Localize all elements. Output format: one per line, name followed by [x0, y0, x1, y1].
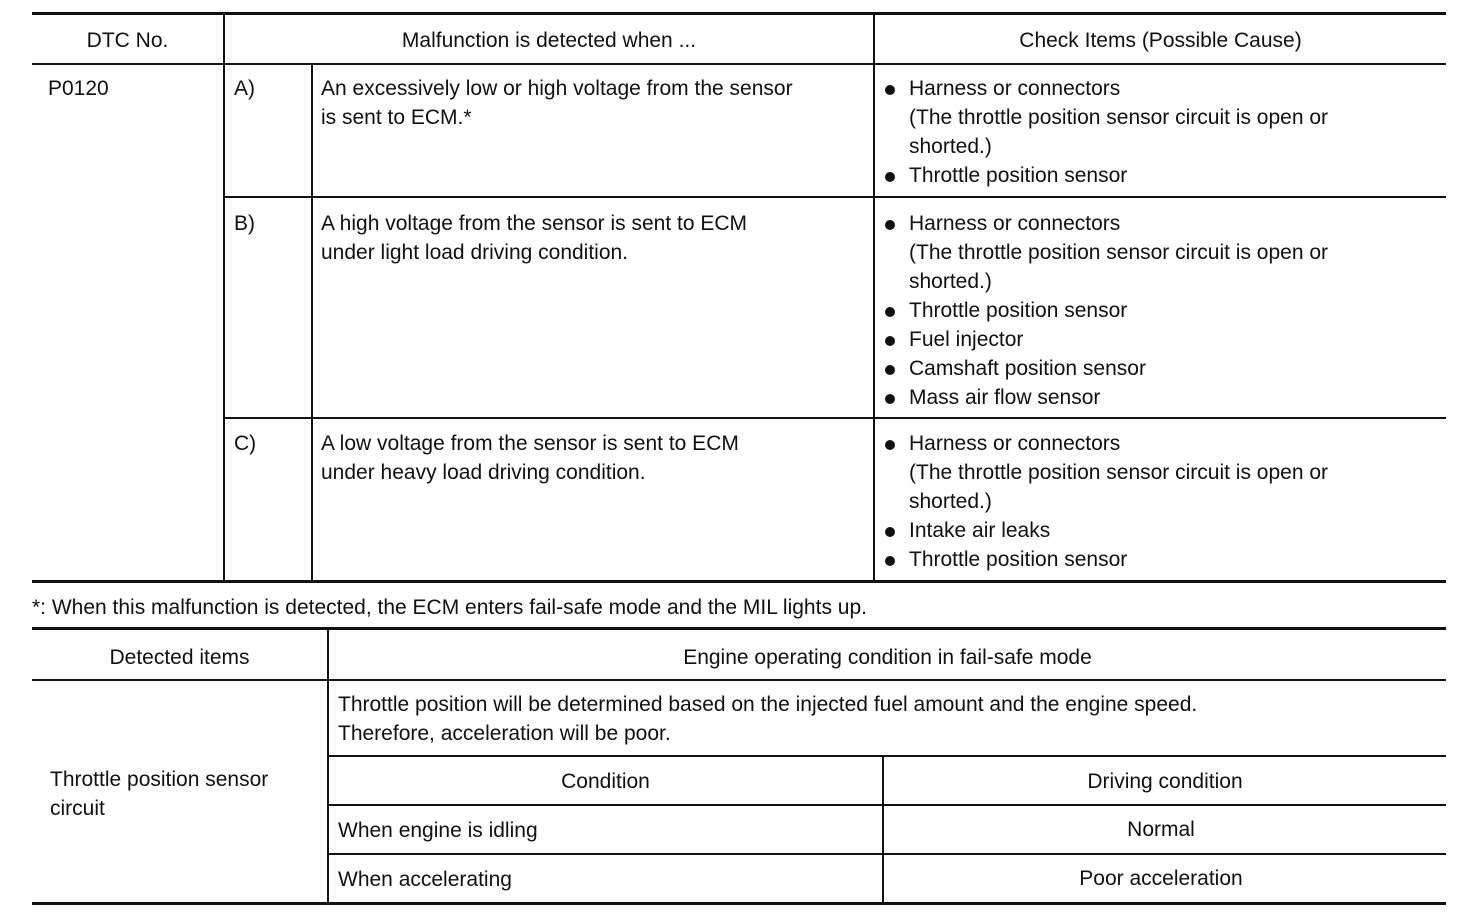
row-b-line-2: under light load driving condition. — [321, 241, 629, 264]
cause-note: (The throttle position sensor circuit is open or — [909, 241, 1329, 264]
subheader-condition: Condition — [561, 770, 650, 793]
cause-note: shorted.) — [909, 270, 992, 293]
header-detected-items: Detected items — [109, 646, 250, 669]
bullet-icon — [885, 440, 895, 450]
fail-safe-description-line-2: Therefore, acceleration will be poor. — [338, 722, 671, 745]
cause-item: Harness or connectors (The throttle position sensor circuit is open or shorted.) — [883, 429, 1328, 516]
header-engine-condition: Engine operating condition in fail-safe mode — [683, 646, 1092, 669]
header-check-items: Check Items (Possible Cause) — [1019, 29, 1302, 52]
detected-item-line-2: circuit — [50, 797, 105, 820]
cause-item: Intake air leaks — [883, 516, 1328, 545]
table2-row-rule — [328, 853, 1446, 855]
row-b-line-1: A high voltage from the sensor is sent to ECM — [321, 212, 748, 235]
table2-top-rule — [32, 627, 1446, 630]
bullet-icon — [885, 85, 895, 95]
table1-col-rule-2 — [311, 64, 313, 581]
row-c-line-1: A low voltage from the sensor is sent to ECM — [321, 432, 739, 455]
table1-col-rule-3 — [873, 14, 875, 581]
bullet-icon — [885, 365, 895, 375]
detected-item-line-1: Throttle position sensor — [50, 768, 269, 791]
dtc-number: P0120 — [48, 77, 109, 100]
bullet-icon — [885, 307, 895, 317]
table1-row-b-rule — [224, 417, 1446, 419]
cause-item: Throttle position sensor — [883, 545, 1328, 574]
fail-safe-description-line-1: Throttle position will be determined based on the injected fuel amount and the engine speed. — [338, 693, 1198, 716]
condition-idling: When engine is idling — [338, 819, 538, 842]
cause-note: (The throttle position sensor circuit is open or — [909, 106, 1329, 129]
subheader-driving-condition: Driving condition — [1087, 770, 1243, 793]
cause-item: Throttle position sensor — [883, 161, 1328, 190]
bullet-icon — [885, 527, 895, 537]
bullet-icon — [885, 336, 895, 346]
cause-item: Mass air flow sensor — [883, 383, 1328, 412]
row-c-line-2: under heavy load driving condition. — [321, 461, 646, 484]
table2-subheader-rule — [328, 804, 1446, 806]
table1-row-a-rule — [224, 196, 1446, 198]
header-malfunction: Malfunction is detected when ... — [401, 29, 697, 52]
cause-item: Fuel injector — [883, 325, 1328, 354]
table2-bottom-rule — [32, 902, 1446, 905]
row-b-causes — [883, 209, 1328, 412]
row-a-causes — [883, 74, 1328, 190]
table1-header-rule — [32, 63, 1446, 65]
table1-col-rule-1 — [223, 14, 225, 581]
row-a-line-2: is sent to ECM.* — [321, 106, 472, 129]
row-c-label: C) — [234, 432, 257, 455]
condition-accelerating: When accelerating — [338, 868, 512, 891]
bullet-icon — [885, 394, 895, 404]
cause-item: Harness or connectors (The throttle position sensor circuit is open or shorted.) — [883, 74, 1328, 161]
row-b-label: B) — [234, 212, 255, 235]
driving-normal: Normal — [1127, 818, 1195, 841]
cause-item: Throttle position sensor — [883, 296, 1328, 325]
bullet-icon — [885, 556, 895, 566]
table2-desc-rule — [328, 755, 1446, 757]
bullet-icon — [885, 172, 895, 182]
cause-item: Harness or connectors (The throttle position sensor circuit is open or shorted.) — [883, 209, 1328, 296]
table2-header-rule — [32, 679, 1446, 681]
bullet-icon — [885, 220, 895, 230]
cause-item: Camshaft position sensor — [883, 354, 1328, 383]
header-dtc-no: DTC No. — [86, 29, 169, 52]
row-a-label: A) — [234, 77, 255, 100]
footnote: *: When this malfunction is detected, the ECM enters fail-safe mode and the MIL lights up. — [32, 596, 867, 619]
cause-note: shorted.) — [909, 490, 992, 513]
table1-top-rule — [32, 12, 1446, 15]
cause-note: (The throttle position sensor circuit is open or — [909, 461, 1329, 484]
driving-poor-acceleration: Poor acceleration — [1079, 867, 1243, 890]
table1-bottom-rule — [32, 580, 1446, 583]
row-c-causes — [883, 429, 1328, 574]
row-a-line-1: An excessively low or high voltage from the sensor — [321, 77, 793, 100]
cause-note: shorted.) — [909, 135, 992, 158]
